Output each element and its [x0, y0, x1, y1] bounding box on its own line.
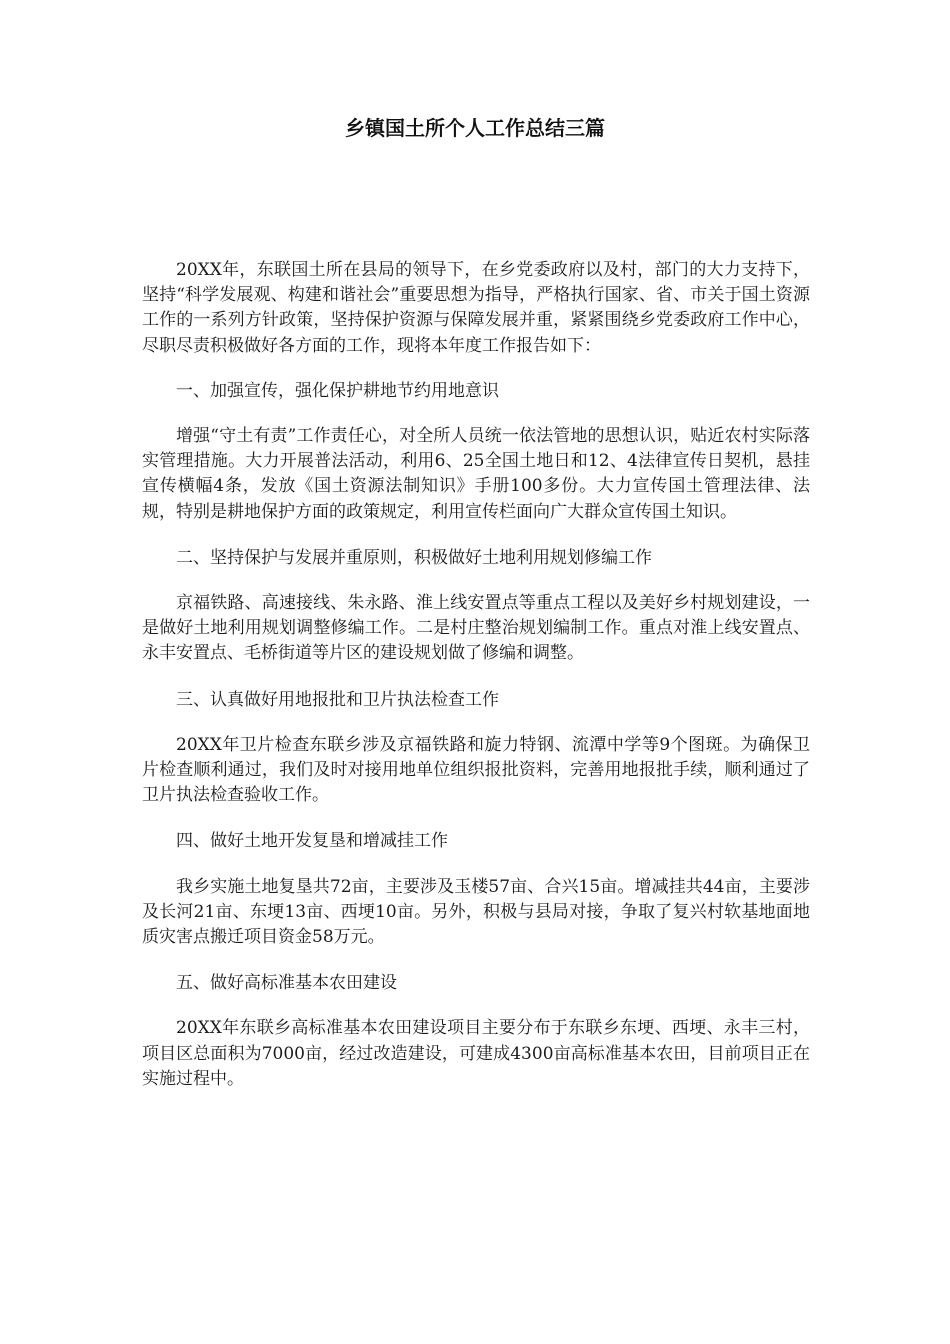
section-heading-4: 四、做好土地开发复垦和增减挂工作 [176, 831, 448, 852]
document-title: 乡镇国土所个人工作总结三篇 [345, 116, 605, 140]
section-paragraph-1: 增强“守土有责”工作责任心，对全所人员统一依法管地的思想认识，贴近农村实际落实管理措施。大力开展普法活动，利用6、25全国土地日和12、4法律宣传日契机，悬挂宣传横幅4条，发放《国土资源法制知识》手册100多份。大力宣传国土管理法律、法规，特别是耕地保护方面的政策规定，利用宣传栏面向广大群众宣传国土知识。 [142, 426, 810, 522]
section-heading-2: 二、坚持保护与发展并重原则，积极做好土地利用规划修编工作 [176, 547, 652, 568]
section-heading-1: 一、加强宣传，强化保护耕地节约用地意识 [176, 380, 499, 401]
section-paragraph-3: 20XX年卫片检查东联乡涉及京福铁路和旋力特钢、流潭中学等9个图斑。为确保卫片检查顺利通过，我们及时对接用地单位组织报批资料，完善用地报批手续，顺利通过了卫片执法检查验收工作。 [142, 734, 810, 806]
document-body [142, 258, 810, 1092]
section-heading-5: 五、做好高标准基本农田建设 [176, 973, 397, 994]
section-paragraph-4: 我乡实施土地复垦共72亩，主要涉及玉楼57亩、合兴15亩。增减挂共44亩，主要涉及长河21亩、东埂13亩、西埂10亩。另外，积极与县局对接，争取了复兴村软基地面地质灾害点搬迁项目资金58万元。 [142, 876, 810, 948]
section-paragraph-2: 京福铁路、高速接线、朱永路、淮上线安置点等重点工程以及美好乡村规划建设，一是做好土地利用规划调整修编工作。二是村庄整治规划编制工作。重点对淮上线安置点、永丰安置点、毛桥街道等片区的建设规划做了修编和调整。 [142, 593, 810, 664]
section-paragraph-5: 20XX年东联乡高标准基本农田建设项目主要分布于东联乡东埂、西埂、永丰三村，项目区总面积为7000亩，经过改造建设，可建成4300亩高标准基本农田，目前项目正在实施过程中。 [142, 1018, 810, 1089]
section-heading-3: 三、认真做好用地报批和卫片执法检查工作 [176, 689, 499, 710]
intro-paragraph: 20XX年，东联国土所在县局的领导下，在乡党委政府以及村，部门的大力支持下，坚持“科学发展观、构建和谐社会”重要思想为指导，严格执行国家、省、市关于国土资源工作的一系列方针政策，坚持保护资源与保障发展并重，紧紧围绕乡党委政府工作中心，尽职尽责积极做好各方面的工作，现将本年度工作报告如下： [142, 260, 810, 356]
